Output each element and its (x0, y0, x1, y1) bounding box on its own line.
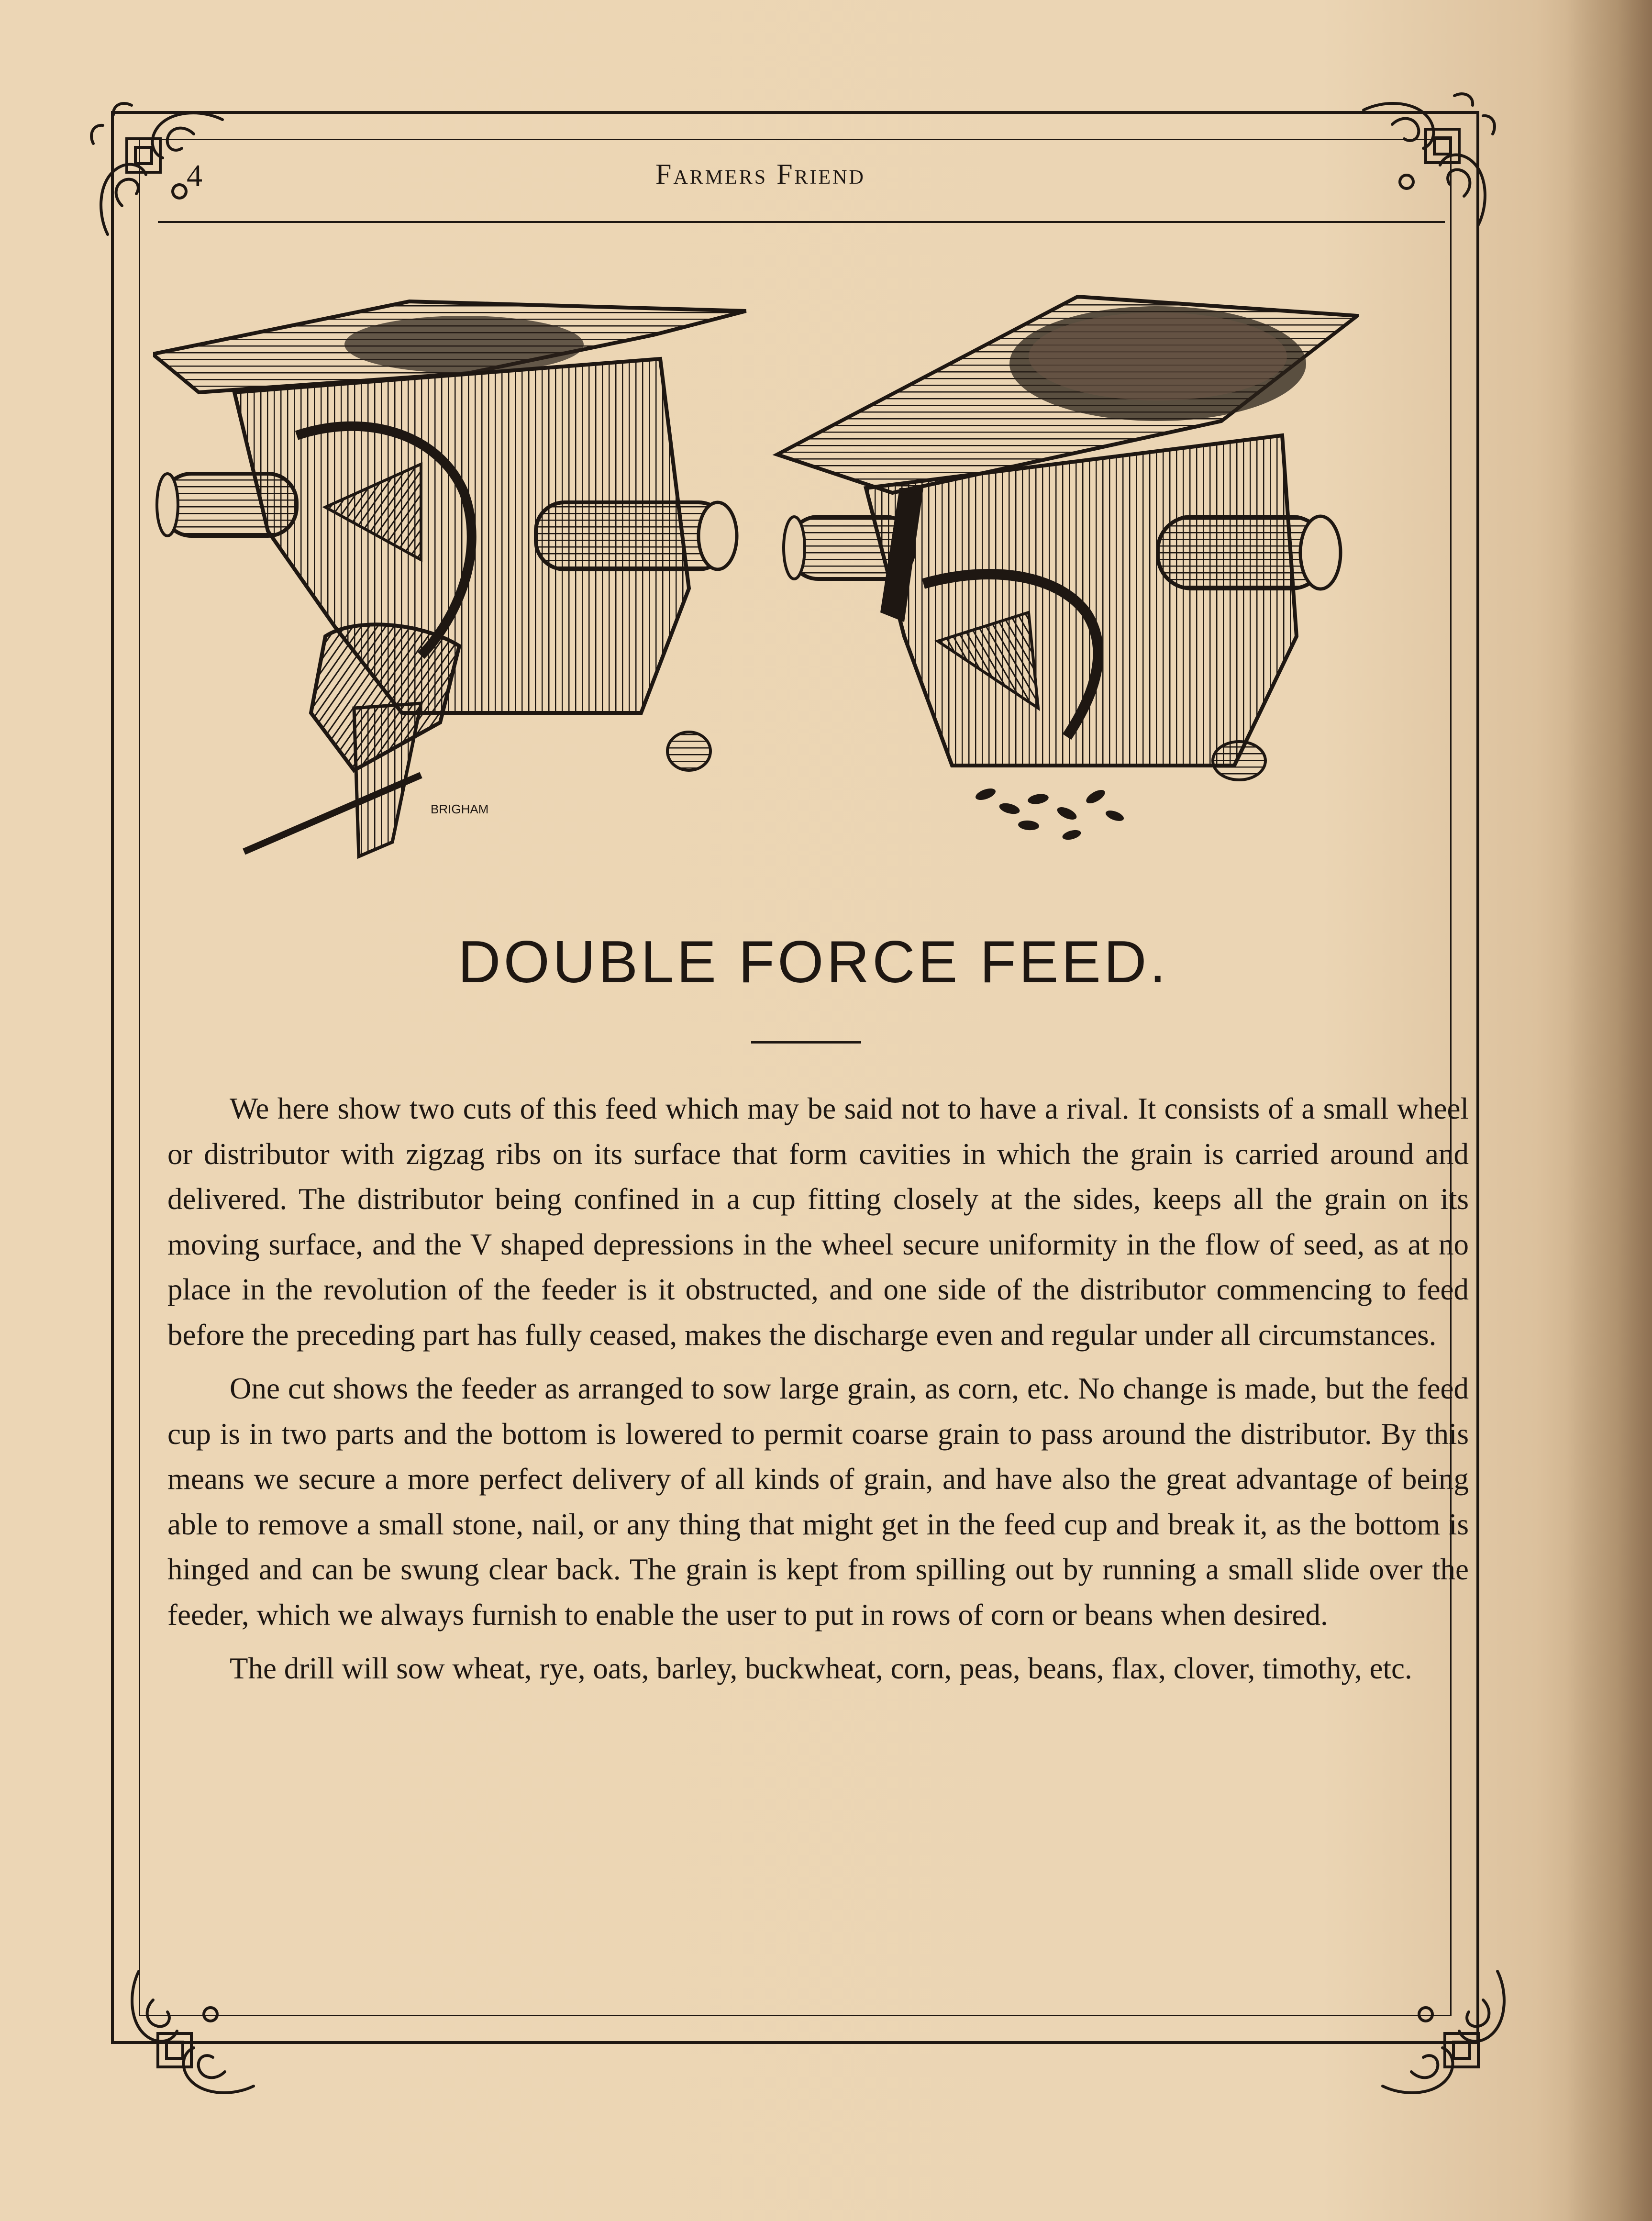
running-head: Farmers Friend (655, 158, 865, 190)
page-edge-shadow (1566, 0, 1652, 2221)
article-title: DOUBLE FORCE FEED. (458, 929, 1169, 995)
page-number: 4 (187, 158, 203, 193)
feed-mechanism-engraving-open-icon (153, 292, 751, 866)
corner-ornament-icon (1349, 81, 1507, 239)
corner-ornament-icon (79, 91, 237, 249)
title-rule (751, 1041, 861, 1044)
paragraph: One cut shows the feeder as arranged to sow large grain, as corn, etc. No change is made, but the feed cup is in two parts and the bottom is lowered to permit coarse grain to pass around the distributor. By this means we secure a more perfect delivery of all kinds of grain, and have also the great advantage of being able to remove a small stone, nail, or any thing that might get in the feed cup and break it, as the bottom is hinged and can be swung clear back. The grain is kept from spilling out by running a small slide over the feeder, which we always furnish to enable the user to put in rows of corn or beans when desired. (167, 1372, 1469, 1632)
paragraph: The drill will sow wheat, rye, oats, barley, buckwheat, corn, peas, beans, flax, clover, timothy, etc. (230, 1652, 1412, 1685)
engraver-signature: BRIGHAM (431, 802, 489, 816)
corner-ornament-icon (110, 1957, 268, 2115)
header-rule (158, 221, 1445, 223)
article-body (167, 1086, 1469, 1700)
corner-ornament-icon (1368, 1957, 1526, 2115)
feed-mechanism-engraving-closed-icon (761, 278, 1359, 852)
paragraph: We here show two cuts of this feed which may be said not to have a rival. It consists of a small wheel or distributor with zigzag ribs on its surface that form cavities in which the grain is carried around and delivered. The distributor being confined in a cup fitting closely at the sides, keeps all the grain on its moving surface, and the V shaped depressions in the wheel secure uniformity in the flow of seed, as at no place in the revolution of the feeder is it obstructed, and one side of the distributor commencing to feed before the preceding part has fully ceased, makes the discharge even and regular under all circumstances. (167, 1092, 1469, 1352)
